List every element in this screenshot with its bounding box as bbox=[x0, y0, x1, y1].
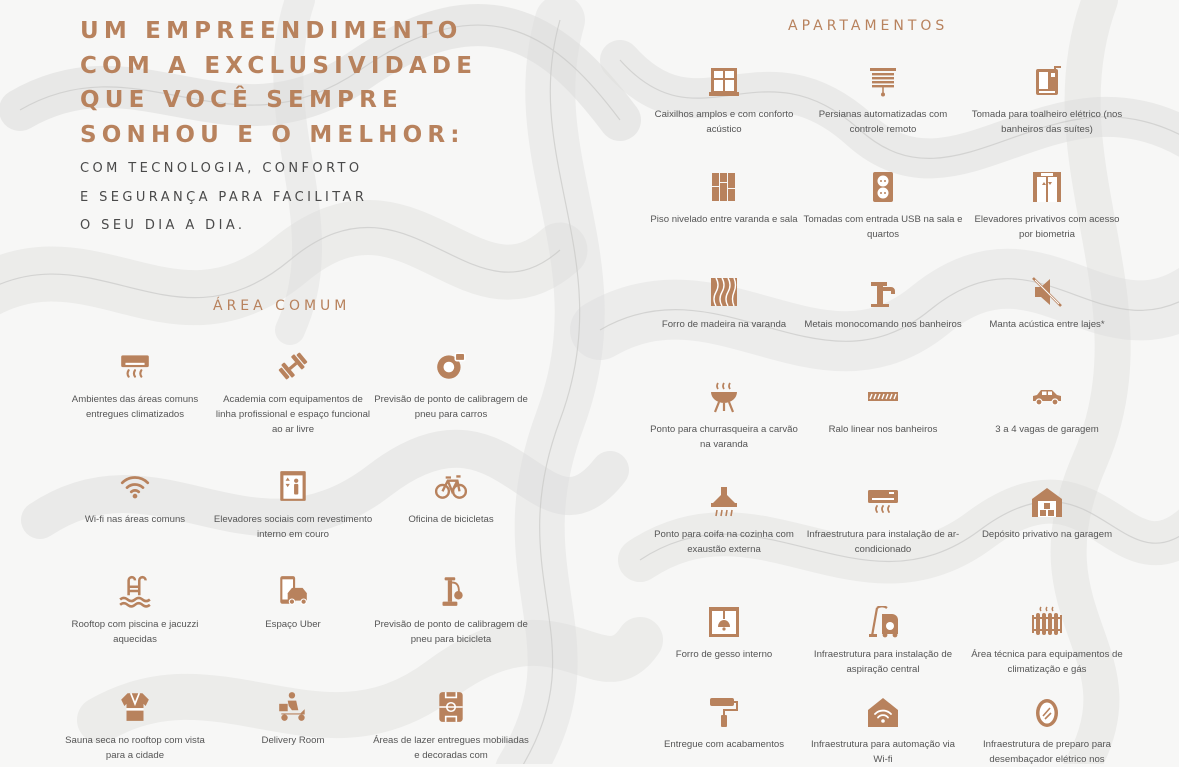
feature-leisure-areas bbox=[371, 690, 531, 763]
ac-unit-icon bbox=[867, 486, 899, 518]
feature-usb-outlets bbox=[803, 171, 963, 242]
feature-level-floor bbox=[644, 171, 804, 227]
window-frame-icon bbox=[708, 66, 740, 98]
feature-towel-heater-outlet bbox=[967, 66, 1127, 137]
paint-roller-icon bbox=[708, 696, 740, 728]
feature-acoustic-blanket bbox=[967, 276, 1127, 332]
feature-label: Ambientes das áreas comuns entregues climatizados bbox=[71, 394, 199, 420]
feature-bike-workshop bbox=[371, 469, 531, 527]
feature-private-storage bbox=[967, 486, 1127, 542]
feature-range-hood bbox=[644, 486, 804, 557]
feature-linear-drain bbox=[803, 381, 963, 437]
area-comum-title: ÁREA COMUM bbox=[213, 298, 351, 314]
heated-mirror-icon bbox=[1031, 696, 1063, 728]
wifi-icon bbox=[118, 469, 152, 503]
feature-parking-spaces bbox=[967, 381, 1127, 437]
feature-label: 3 a 4 vagas de garagem bbox=[995, 424, 1099, 435]
feature-label: Persianas automatizadas com controle remoto bbox=[818, 109, 948, 135]
feature-gym bbox=[213, 349, 373, 437]
tire-pump-icon bbox=[434, 349, 468, 383]
feature-rooftop-pool bbox=[55, 574, 215, 647]
feature-mirror-defogger bbox=[967, 696, 1127, 767]
wood-grain-icon bbox=[708, 276, 740, 308]
feature-label: Previsão de ponto de calibragem de pneu para carros bbox=[374, 394, 528, 420]
main-headline bbox=[80, 14, 550, 152]
private-elevator-icon bbox=[1031, 171, 1063, 203]
feature-sauna bbox=[55, 690, 215, 763]
feature-finishes bbox=[644, 696, 804, 752]
bathrobe-icon bbox=[118, 690, 152, 724]
range-hood-icon bbox=[708, 486, 740, 518]
apartamentos-title: APARTAMENTOS bbox=[788, 18, 949, 34]
feature-label: Ponto para coifa na cozinha com exaustão externa bbox=[654, 529, 794, 555]
feature-label: Espaço Uber bbox=[265, 619, 321, 630]
feature-label: Infraestrutura para instalação de ar-condicionado bbox=[806, 529, 960, 555]
radiator-icon bbox=[1031, 606, 1063, 638]
feature-label: Oficina de bicicletas bbox=[408, 514, 494, 525]
feature-plaster-ceiling bbox=[644, 606, 804, 662]
feature-label: Wi-fi nas áreas comuns bbox=[84, 514, 186, 525]
feature-label: Manta acústica entre lajes* bbox=[989, 319, 1105, 330]
feature-label: Metais monocomando nos banheiros bbox=[804, 319, 962, 330]
feature-technical-area bbox=[967, 606, 1127, 677]
sports-court-icon bbox=[434, 690, 468, 724]
linear-drain-icon bbox=[867, 381, 899, 413]
feature-wifi bbox=[55, 469, 215, 527]
feature-single-lever-faucets bbox=[803, 276, 963, 332]
feature-label: Áreas de lazer entregues mobiliadas e decoradas com bbox=[373, 735, 529, 761]
feature-label: Depósito privativo na garagem bbox=[981, 529, 1113, 540]
elevator-icon bbox=[276, 469, 310, 503]
feature-private-elevators bbox=[967, 171, 1127, 242]
feature-label: Tomadas com entrada USB na sala e quartos bbox=[803, 214, 963, 240]
ceiling-lamp-icon bbox=[708, 606, 740, 638]
feature-label: Elevadores privativos com acesso por biometria bbox=[974, 214, 1120, 240]
feature-label: Ponto para churrasqueira a carvão na varanda bbox=[650, 424, 798, 450]
feature-wood-ceiling bbox=[644, 276, 804, 332]
feature-label: Infraestrutura de preparo para desembaçador elétrico nos bbox=[983, 739, 1111, 765]
smart-home-icon bbox=[867, 696, 899, 728]
feature-label: Tomada para toalheiro elétrico (nos banheiros das suítes) bbox=[971, 109, 1123, 135]
headline-line-3: QUE VOCÊ SEMPRE bbox=[80, 87, 403, 113]
subheadline-line-3: O SEU DIA A DIA. bbox=[80, 218, 246, 233]
subheadline-line-1: COM TECNOLOGIA, CONFORTO bbox=[80, 161, 363, 176]
phone-car-icon bbox=[276, 574, 310, 608]
storage-garage-icon bbox=[1031, 486, 1063, 518]
bicycle-icon bbox=[434, 469, 468, 503]
car-icon bbox=[1031, 381, 1063, 413]
feature-bike-tire-calibration bbox=[371, 574, 531, 647]
feature-label: Forro de madeira na varanda bbox=[661, 319, 787, 330]
feature-label: Delivery Room bbox=[261, 735, 325, 746]
feature-label: Sauna seca no rooftop com vista para a cidade bbox=[65, 735, 205, 761]
feature-ac-infrastructure bbox=[803, 486, 963, 557]
feature-label: Academia com equipamentos de linha profissional e espaço funcional ao ar livre bbox=[215, 394, 371, 435]
feature-uber-space bbox=[213, 574, 373, 632]
feature-label: Caixilhos amplos e com conforto acústico bbox=[654, 109, 794, 135]
vacuum-icon bbox=[867, 606, 899, 638]
blinds-icon bbox=[867, 66, 899, 98]
feature-label: Entregue com acabamentos bbox=[664, 739, 784, 750]
feature-home-automation bbox=[803, 696, 963, 767]
feature-label: Ralo linear nos banheiros bbox=[828, 424, 938, 435]
faucet-icon bbox=[867, 276, 899, 308]
feature-window-frames bbox=[644, 66, 804, 137]
feature-label: Elevadores sociais com revestimento interno em couro bbox=[213, 514, 373, 540]
feature-label: Forro de gesso interno bbox=[675, 649, 773, 660]
feature-label: Infraestrutura para instalação de aspiração central bbox=[813, 649, 953, 675]
towel-heater-icon bbox=[1031, 66, 1063, 98]
grill-icon bbox=[708, 381, 740, 413]
headline-line-1: UM EMPREENDIMENTO bbox=[80, 18, 463, 44]
pool-icon bbox=[118, 574, 152, 608]
delivery-scooter-icon bbox=[276, 690, 310, 724]
feature-delivery-room bbox=[213, 690, 373, 748]
feature-central-vacuum bbox=[803, 606, 963, 677]
subheadline-line-2: E SEGURANÇA PARA FACILITAR bbox=[80, 189, 368, 205]
feature-label: Rooftop com piscina e jacuzzi aquecidas bbox=[71, 619, 199, 645]
bike-pump-icon bbox=[434, 574, 468, 608]
feature-label: Previsão de ponto de calibragem de pneu para bicicleta bbox=[374, 619, 528, 645]
headline-line-4: SONHOU E O MELHOR: bbox=[80, 121, 465, 148]
feature-social-elevators bbox=[213, 469, 373, 542]
feature-label: Piso nivelado entre varanda e sala bbox=[650, 214, 798, 225]
feature-label: Área técnica para equipamentos de climatização e gás bbox=[971, 649, 1123, 675]
feature-car-tire-calibration bbox=[371, 349, 531, 422]
subheadline bbox=[80, 155, 510, 241]
feature-label: Infraestrutura para automação via Wi-fi bbox=[811, 739, 955, 765]
headline-line-2: COM A EXCLUSIVIDADE bbox=[80, 52, 478, 79]
feature-air-conditioning bbox=[55, 349, 215, 422]
feature-automated-blinds bbox=[803, 66, 963, 137]
feature-charcoal-grill bbox=[644, 381, 804, 452]
air-conditioner-icon bbox=[118, 349, 152, 383]
floor-planks-icon bbox=[708, 171, 740, 203]
dumbbell-icon bbox=[276, 349, 310, 383]
usb-outlet-icon bbox=[867, 171, 899, 203]
muted-speaker-icon bbox=[1031, 276, 1063, 308]
